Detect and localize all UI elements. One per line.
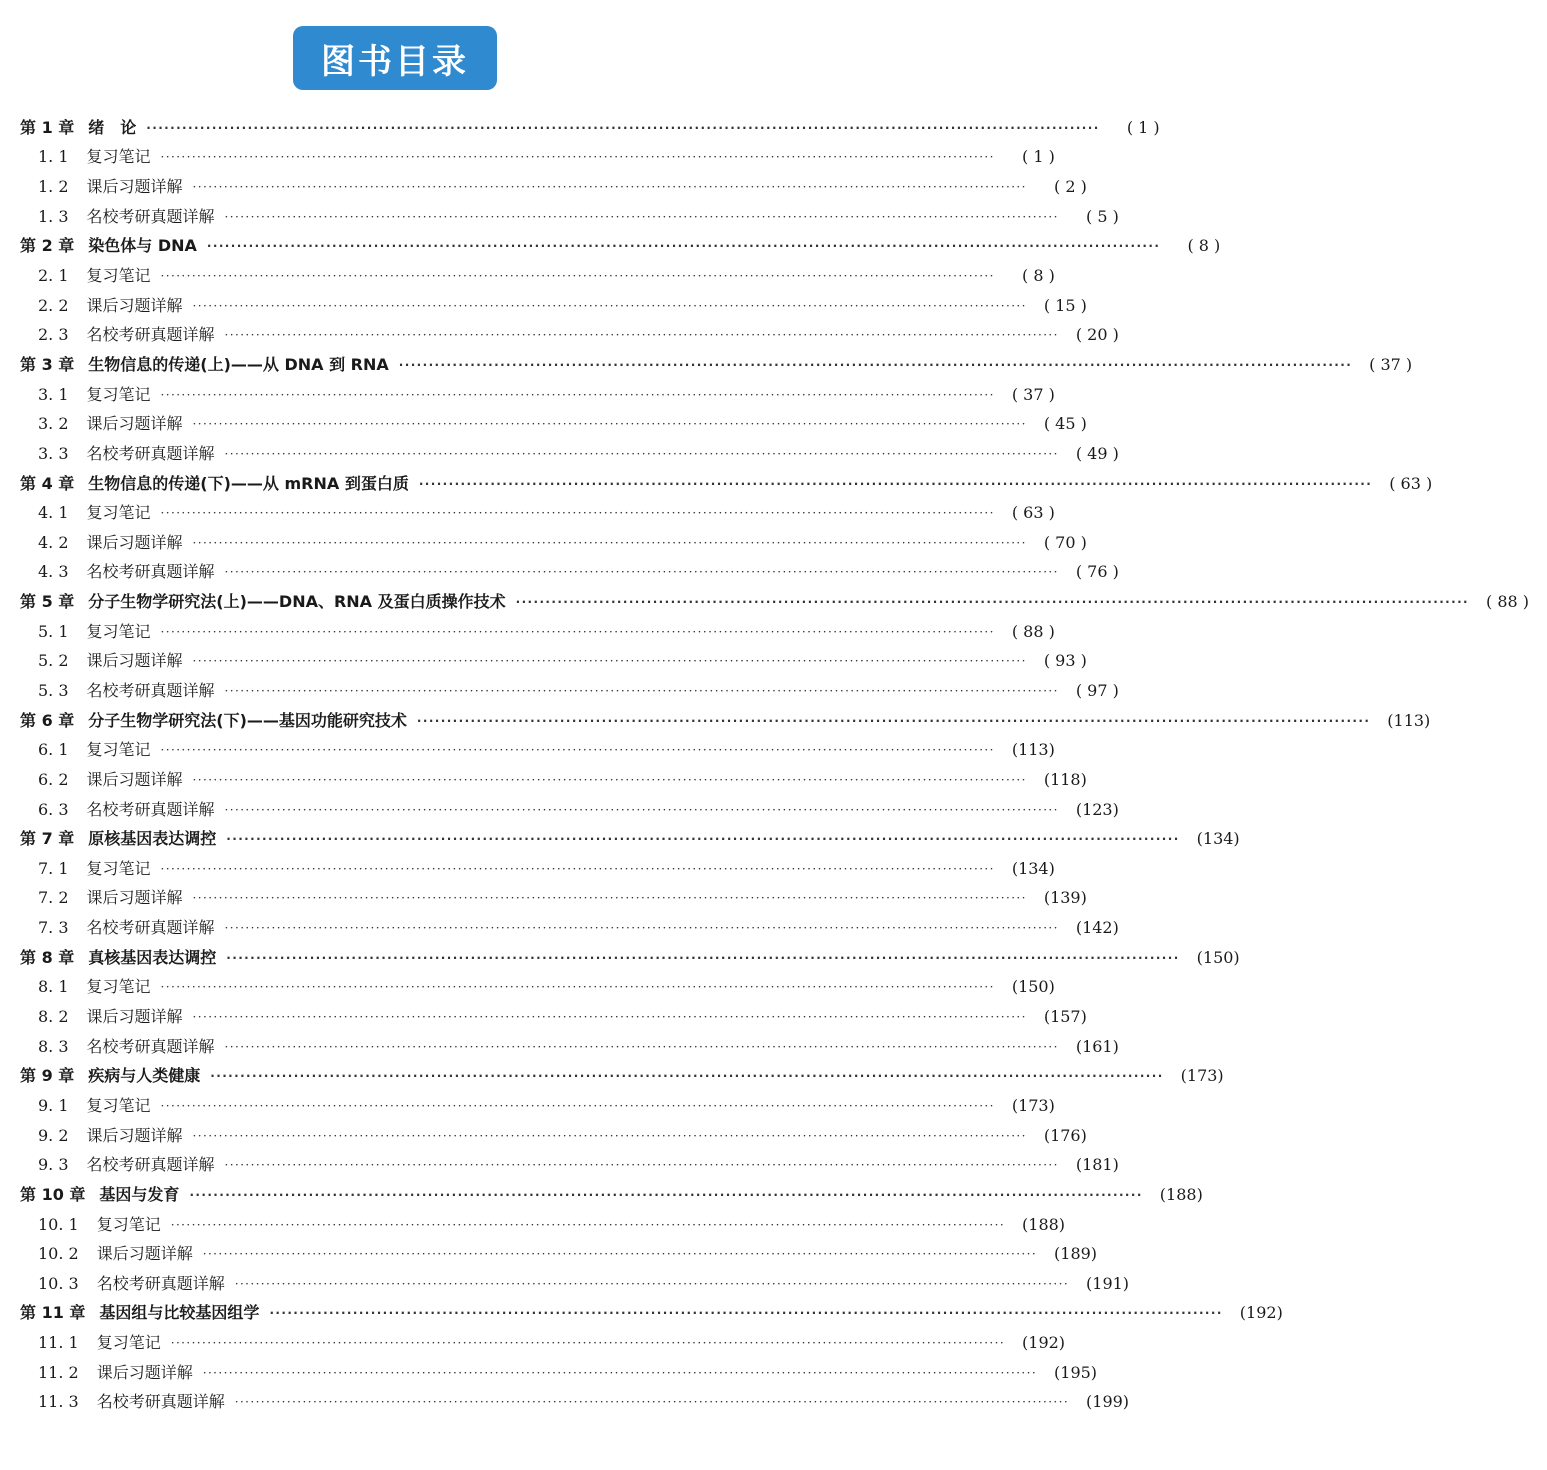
toc-dot-leader: ································································································································································ <box>206 239 1161 254</box>
toc-page-number: (113) <box>1387 710 1431 730</box>
toc-entry-title: 复习笔记 <box>86 858 151 878</box>
toc-entry-number: 11. 1 <box>38 1333 79 1353</box>
toc-dot-leader: ································································································································································ <box>192 1010 1027 1025</box>
toc-entry-number: 第 3 章 <box>20 354 75 374</box>
toc-dot-leader: ································································································································································ <box>224 921 1059 936</box>
toc-page-number: ( 37 ) <box>1011 384 1055 404</box>
toc-section-row[interactable] <box>0 1269 1130 1299</box>
toc-dot-leader: ································································································································································ <box>269 1306 1223 1321</box>
toc-dot-leader: ································································································································································ <box>146 120 1100 135</box>
toc-dot-leader: ································································································································································ <box>160 743 995 758</box>
toc-dot-leader: ································································································································································ <box>192 417 1027 432</box>
toc-page-number: ( 15 ) <box>1043 295 1087 315</box>
toc-entry-number: 7. 1 <box>38 858 69 878</box>
toc-section-row[interactable] <box>0 202 1119 232</box>
toc-entry-title: 复习笔记 <box>86 503 151 523</box>
toc-chapter-row[interactable] <box>0 113 1160 143</box>
toc-dot-leader: ································································································································································ <box>224 565 1059 580</box>
toc-entry-number: 9. 2 <box>38 1125 69 1145</box>
toc-entry-number: 3. 3 <box>38 443 69 463</box>
toc-entry-number: 1. 2 <box>38 177 69 197</box>
toc-entry-number: 第 2 章 <box>20 236 75 256</box>
toc-section-row[interactable] <box>0 647 1087 677</box>
toc-section-row[interactable] <box>0 261 1055 291</box>
toc-chapter-row[interactable] <box>0 943 1240 973</box>
toc-dot-leader: ································································································································································ <box>192 654 1027 669</box>
toc-entry-number: 5. 2 <box>38 651 69 671</box>
toc-chapter-row[interactable] <box>0 1062 1224 1092</box>
toc-entry-number: 4. 2 <box>38 532 69 552</box>
toc-entry-title: 复习笔记 <box>86 384 151 404</box>
toc-entry-title: 复习笔记 <box>96 1333 161 1353</box>
toc-section-row[interactable] <box>0 884 1087 914</box>
toc-page-number: (161) <box>1075 1036 1119 1056</box>
toc-page-number: ( 70 ) <box>1043 532 1087 552</box>
toc-entry-title: 名校考研真题详解 <box>86 799 215 819</box>
toc-page-number: (134) <box>1011 858 1055 878</box>
toc-entry-number: 第 9 章 <box>20 1066 75 1086</box>
toc-entry-title: 绪 论 <box>88 117 137 137</box>
toc-dot-leader: ································································································································································ <box>202 1365 1038 1380</box>
toc-dot-leader: ································································································································································ <box>224 209 1059 224</box>
toc-page-number: (181) <box>1075 1155 1119 1175</box>
toc-dot-leader: ································································································································································ <box>234 1276 1070 1291</box>
toc-entry-title: 课后习题详解 <box>86 177 183 197</box>
toc-entry-title: 分子生物学研究法(下)——基因功能研究技术 <box>88 710 407 730</box>
toc-entry-number: 6. 3 <box>38 799 69 819</box>
toc-dot-leader: ································································································································································ <box>398 357 1353 372</box>
toc-page-number: (176) <box>1043 1125 1087 1145</box>
toc-section-row[interactable] <box>0 172 1087 202</box>
toc-entry-number: 10. 2 <box>38 1244 79 1264</box>
toc-entry-title: 名校考研真题详解 <box>86 1036 215 1056</box>
toc-entry-number: 4. 3 <box>38 562 69 582</box>
toc-page-number: ( 49 ) <box>1075 443 1119 463</box>
toc-chapter-row[interactable] <box>0 350 1413 380</box>
toc-section-row[interactable] <box>0 498 1055 528</box>
toc-entry-number: 第 11 章 <box>20 1303 86 1323</box>
toc-entry-title: 生物信息的传递(下)——从 mRNA 到蛋白质 <box>88 473 409 493</box>
toc-section-row[interactable] <box>0 765 1087 795</box>
toc-page-number: ( 8 ) <box>1187 236 1221 256</box>
toc-page-number: ( 88 ) <box>1011 621 1055 641</box>
toc-entry-number: 2. 1 <box>38 266 69 286</box>
toc-entry-number: 3. 1 <box>38 384 69 404</box>
toc-page-number: (199) <box>1086 1392 1130 1412</box>
toc-entry-number: 1. 1 <box>38 147 69 167</box>
toc-entry-title: 复习笔记 <box>86 740 151 760</box>
toc-page-number: (192) <box>1022 1333 1066 1353</box>
toc-dot-leader: ································································································································································ <box>192 772 1027 787</box>
toc-page-number: (123) <box>1075 799 1119 819</box>
toc-entry-title: 复习笔记 <box>86 266 151 286</box>
toc-entry-title: 课后习题详解 <box>86 1125 183 1145</box>
toc-dot-leader: ································································································································································ <box>192 535 1027 550</box>
toc-page-number: (142) <box>1075 918 1119 938</box>
toc-entry-number: 8. 2 <box>38 1007 69 1027</box>
toc-entry-title: 基因与发育 <box>99 1184 180 1204</box>
toc-entry-number: 2. 2 <box>38 295 69 315</box>
toc-entry-title: 课后习题详解 <box>86 295 183 315</box>
toc-entry-title: 复习笔记 <box>96 1214 161 1234</box>
toc-entry-title: 复习笔记 <box>86 1095 151 1115</box>
toc-page-number: ( 8 ) <box>1022 266 1055 286</box>
toc-page-number: (173) <box>1180 1066 1224 1086</box>
toc-section-row[interactable] <box>0 1150 1119 1180</box>
toc-page-number: (157) <box>1043 1007 1087 1027</box>
toc-dot-leader: ································································································································································ <box>160 269 995 284</box>
toc-section-row[interactable] <box>0 380 1055 410</box>
toc-section-row[interactable] <box>0 1032 1119 1062</box>
toc-entry-number: 第 5 章 <box>20 592 75 612</box>
toc-section-row[interactable] <box>0 1091 1055 1121</box>
toc-dot-leader: ································································································································································ <box>192 180 1027 195</box>
toc-entry-title: 名校考研真题详解 <box>96 1392 225 1412</box>
toc-dot-leader: ································································································································································ <box>160 980 995 995</box>
toc-page-number: ( 37 ) <box>1369 354 1413 374</box>
toc-dot-leader: ································································································································································ <box>418 476 1373 491</box>
toc-dot-leader: ································································································································································ <box>416 713 1371 728</box>
toc-entry-number: 6. 1 <box>38 740 69 760</box>
toc-entry-title: 生物信息的传递(上)——从 DNA 到 RNA <box>88 354 389 374</box>
table-of-contents <box>0 113 1530 1417</box>
toc-section-row[interactable] <box>0 913 1119 943</box>
toc-entry-title: 课后习题详解 <box>86 532 183 552</box>
toc-entry-title: 复习笔记 <box>86 977 151 997</box>
toc-page-number: ( 76 ) <box>1075 562 1119 582</box>
toc-entry-title: 分子生物学研究法(上)——DNA、RNA 及蛋白质操作技术 <box>88 592 506 612</box>
toc-section-row[interactable] <box>0 1239 1098 1269</box>
toc-dot-leader: ································································································································································ <box>224 683 1059 698</box>
toc-section-row[interactable] <box>0 1002 1087 1032</box>
toc-section-row[interactable] <box>0 617 1055 647</box>
toc-entry-number: 第 6 章 <box>20 710 75 730</box>
toc-dot-leader: ································································································································································ <box>515 595 1470 610</box>
toc-entry-number: 7. 2 <box>38 888 69 908</box>
toc-section-row[interactable] <box>0 439 1119 469</box>
toc-dot-leader: ································································································································································ <box>189 1187 1143 1202</box>
toc-page-number: ( 97 ) <box>1075 680 1119 700</box>
toc-chapter-row[interactable] <box>0 469 1433 499</box>
toc-entry-number: 第 10 章 <box>20 1184 86 1204</box>
toc-entry-number: 5. 1 <box>38 621 69 641</box>
toc-page-number: (188) <box>1159 1184 1203 1204</box>
toc-page-number: ( 20 ) <box>1075 325 1119 345</box>
toc-dot-leader: ································································································································································ <box>160 861 995 876</box>
toc-entry-number: 第 4 章 <box>20 473 75 493</box>
toc-entry-number: 9. 1 <box>38 1095 69 1115</box>
toc-dot-leader: ································································································································································ <box>170 1336 1006 1351</box>
toc-entry-number: 1. 3 <box>38 206 69 226</box>
toc-entry-number: 第 7 章 <box>20 829 75 849</box>
toc-section-row[interactable] <box>0 291 1087 321</box>
toc-entry-title: 课后习题详解 <box>86 651 183 671</box>
toc-page-number: ( 2 ) <box>1054 177 1087 197</box>
toc-entry-title: 名校考研真题详解 <box>86 206 215 226</box>
toc-entry-number: 5. 3 <box>38 680 69 700</box>
page-title: 图书目录 <box>293 26 497 90</box>
toc-page-number: (139) <box>1043 888 1087 908</box>
toc-page-number: (118) <box>1043 769 1087 789</box>
toc-dot-leader: ································································································································································ <box>234 1395 1070 1410</box>
toc-section-row[interactable] <box>0 1388 1130 1418</box>
toc-entry-title: 课后习题详解 <box>96 1244 193 1264</box>
toc-dot-leader: ································································································································································ <box>224 1039 1059 1054</box>
toc-page-number: ( 88 ) <box>1486 592 1530 612</box>
toc-dot-leader: ································································································································································ <box>160 506 995 521</box>
toc-entry-number: 6. 2 <box>38 769 69 789</box>
toc-entry-title: 疾病与人类健康 <box>88 1066 201 1086</box>
toc-entry-title: 名校考研真题详解 <box>86 1155 215 1175</box>
toc-section-row[interactable] <box>0 409 1087 439</box>
toc-section-row[interactable] <box>0 1121 1087 1151</box>
toc-section-row[interactable] <box>0 143 1055 173</box>
toc-dot-leader: ································································································································································ <box>160 387 995 402</box>
toc-entry-number: 11. 2 <box>38 1362 79 1382</box>
toc-chapter-row[interactable] <box>0 706 1431 736</box>
toc-page-number: ( 63 ) <box>1389 473 1433 493</box>
toc-page-number: (189) <box>1054 1244 1098 1264</box>
toc-entry-number: 11. 3 <box>38 1392 79 1412</box>
toc-dot-leader: ································································································································································ <box>202 1247 1038 1262</box>
toc-dot-leader: ································································································································································ <box>192 891 1027 906</box>
toc-page-number: (192) <box>1239 1303 1283 1323</box>
toc-entry-number: 2. 3 <box>38 325 69 345</box>
toc-dot-leader: ································································································································································ <box>224 446 1059 461</box>
toc-dot-leader: ································································································································································ <box>224 1158 1059 1173</box>
toc-entry-number: 第 8 章 <box>20 947 75 967</box>
toc-page-number: ( 63 ) <box>1011 503 1055 523</box>
toc-entry-title: 名校考研真题详解 <box>96 1273 225 1293</box>
toc-entry-number: 9. 3 <box>38 1155 69 1175</box>
toc-chapter-row[interactable] <box>0 1180 1203 1210</box>
toc-section-row[interactable] <box>0 735 1055 765</box>
toc-entry-title: 课后习题详解 <box>96 1362 193 1382</box>
toc-page-number: (150) <box>1196 947 1240 967</box>
toc-page-number: ( 93 ) <box>1043 651 1087 671</box>
toc-page-number: (188) <box>1022 1214 1066 1234</box>
toc-dot-leader: ································································································································································ <box>192 298 1027 313</box>
toc-entry-number: 7. 3 <box>38 918 69 938</box>
toc-dot-leader: ································································································································································ <box>226 832 1180 847</box>
toc-entry-number: 10. 3 <box>38 1273 79 1293</box>
toc-entry-title: 课后习题详解 <box>86 414 183 434</box>
toc-entry-title: 基因组与比较基因组学 <box>99 1303 260 1323</box>
toc-dot-leader: ································································································································································ <box>160 150 995 165</box>
toc-dot-leader: ································································································································································ <box>192 1128 1027 1143</box>
toc-entry-title: 课后习题详解 <box>86 1007 183 1027</box>
toc-section-row[interactable] <box>0 528 1087 558</box>
toc-entry-title: 名校考研真题详解 <box>86 918 215 938</box>
toc-entry-title: 名校考研真题详解 <box>86 680 215 700</box>
toc-page-number: (113) <box>1011 740 1055 760</box>
toc-section-row[interactable] <box>0 558 1119 588</box>
toc-page-number: (195) <box>1054 1362 1098 1382</box>
toc-section-row[interactable] <box>0 1358 1098 1388</box>
toc-entry-number: 8. 1 <box>38 977 69 997</box>
toc-dot-leader: ································································································································································ <box>226 950 1180 965</box>
toc-dot-leader: ································································································································································ <box>224 802 1059 817</box>
toc-entry-title: 染色体与 DNA <box>88 236 197 256</box>
toc-entry-title: 真核基因表达调控 <box>88 947 217 967</box>
toc-section-row[interactable] <box>0 795 1119 825</box>
toc-entry-number: 3. 2 <box>38 414 69 434</box>
toc-entry-title: 名校考研真题详解 <box>86 562 215 582</box>
toc-entry-number: 8. 3 <box>38 1036 69 1056</box>
toc-chapter-row[interactable] <box>0 824 1240 854</box>
toc-page-number: (150) <box>1011 977 1055 997</box>
toc-page-number: ( 45 ) <box>1043 414 1087 434</box>
toc-entry-title: 名校考研真题详解 <box>86 325 215 345</box>
toc-chapter-row[interactable] <box>0 232 1221 262</box>
toc-section-row[interactable] <box>0 1328 1066 1358</box>
toc-entry-title: 复习笔记 <box>86 621 151 641</box>
toc-entry-title: 课后习题详解 <box>86 769 183 789</box>
toc-entry-title: 名校考研真题详解 <box>86 443 215 463</box>
toc-chapter-row[interactable] <box>0 1299 1283 1329</box>
toc-section-row[interactable] <box>0 854 1055 884</box>
toc-page-number: ( 1 ) <box>1022 147 1055 167</box>
toc-page-number: ( 5 ) <box>1086 206 1119 226</box>
toc-page-number: (134) <box>1196 829 1240 849</box>
toc-section-row[interactable] <box>0 973 1055 1003</box>
toc-entry-title: 原核基因表达调控 <box>88 829 217 849</box>
toc-dot-leader: ································································································································································ <box>210 1069 1164 1084</box>
toc-page-number: (173) <box>1011 1095 1055 1115</box>
header <box>0 0 790 110</box>
toc-section-row[interactable] <box>0 1210 1066 1240</box>
toc-dot-leader: ································································································································································ <box>160 1098 995 1113</box>
toc-entry-title: 课后习题详解 <box>86 888 183 908</box>
toc-entry-number: 4. 1 <box>38 503 69 523</box>
toc-dot-leader: ································································································································································ <box>224 328 1059 343</box>
toc-entry-number: 10. 1 <box>38 1214 79 1234</box>
toc-page-number: (191) <box>1086 1273 1130 1293</box>
toc-dot-leader: ································································································································································ <box>160 624 995 639</box>
toc-chapter-row[interactable] <box>0 587 1530 617</box>
toc-dot-leader: ································································································································································ <box>170 1217 1006 1232</box>
toc-entry-title: 复习笔记 <box>86 147 151 167</box>
toc-entry-number: 第 1 章 <box>20 117 75 137</box>
toc-section-row[interactable] <box>0 320 1119 350</box>
toc-section-row[interactable] <box>0 676 1119 706</box>
toc-page-number: ( 1 ) <box>1126 117 1160 137</box>
